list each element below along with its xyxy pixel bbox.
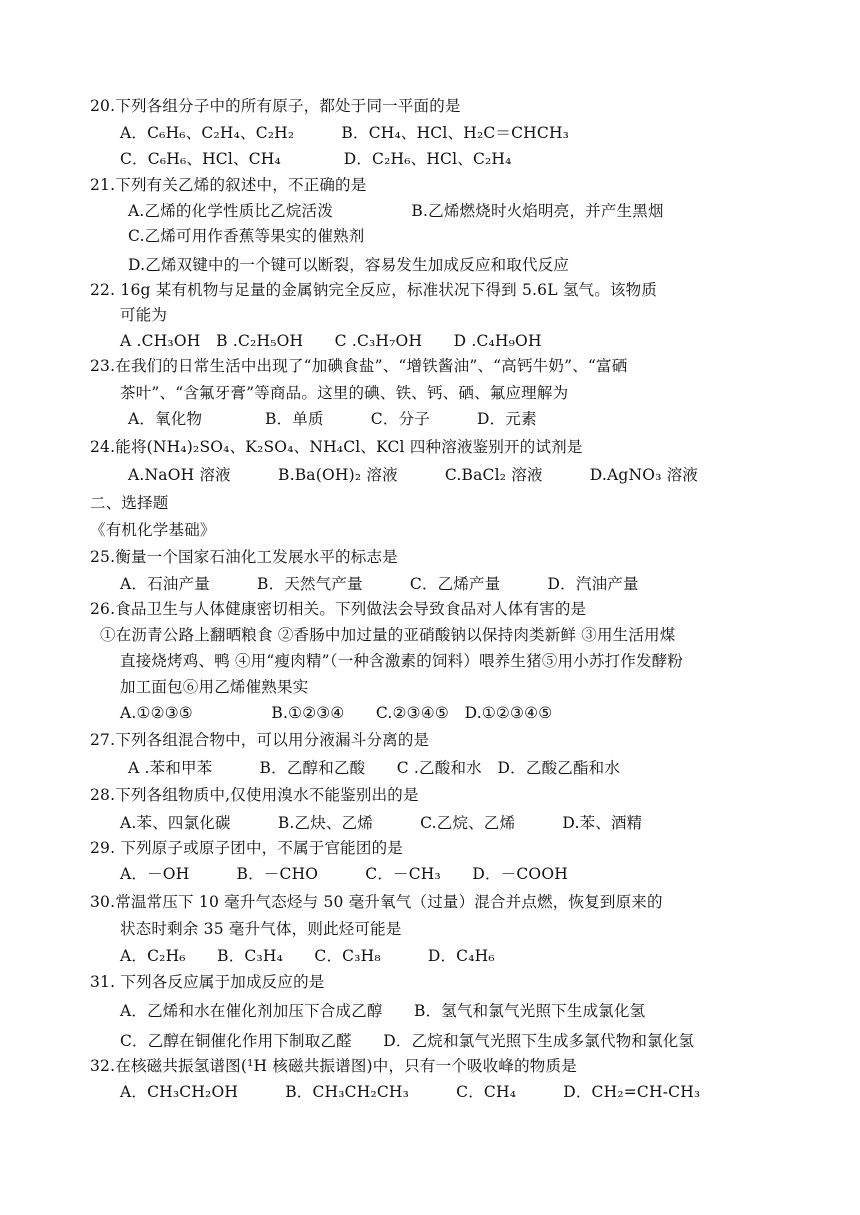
question-item-line: 直接烧烤鸡、鸭 ④用“瘦肉精”（一种含激素的饲料）喂养生猪⑤用小苏打作发酵粉 bbox=[120, 652, 684, 670]
options-line: A.①②③⑤ B.①②③④ C.②③④⑤ D.①②③④⑤ bbox=[120, 704, 553, 722]
options-line: A .苯和甲苯 B．乙醇和乙酸 C .乙酸和水 D．乙酸乙酯和水 bbox=[128, 759, 621, 777]
section-heading: 二、选择题 bbox=[90, 494, 169, 512]
question-stem-continued: 状态时剩余 35 毫升气体，则此烃可能是 bbox=[120, 920, 402, 938]
question-stem: 30.常温常压下 10 毫升气态烃与 50 毫升氧气（过量）混合并点燃，恢复到原来的 bbox=[90, 893, 663, 911]
options-line: A.乙烯的化学性质比乙烷活泼 B.乙烯燃烧时火焰明亮，并产生黑烟 bbox=[128, 202, 664, 220]
question-stem: 21.下列有关乙烯的叙述中，不正确的是 bbox=[90, 176, 367, 194]
question-stem: 23.在我们的日常生活中出现了“加碘食盐”、“增铁酱油”、“高钙牛奶”、“富硒 bbox=[90, 357, 628, 375]
question-stem: 26.食品卫生与人体健康密切相关。下列做法会导致食品对人体有害的是 bbox=[90, 600, 587, 618]
question-stem: 27.下列各组混合物中，可以用分液漏斗分离的是 bbox=[90, 731, 430, 749]
question-item-line: 加工面包⑥用乙烯催熟果实 bbox=[120, 678, 309, 696]
question-stem: 29. 下列原子或原子团中，不属于官能团的是 bbox=[90, 839, 403, 857]
options-line: A．C₆H₆、C₂H₄、C₂H₂ B．CH₄、HCl、H₂C＝CHCH₃ bbox=[120, 124, 570, 142]
question-stem: 32.在核磁共振氢谱图(¹H 核磁共振谱图)中，只有一个吸收峰的物质是 bbox=[90, 1057, 577, 1075]
options-line: A．石油产量 B．天然气产量 C．乙烯产量 D．汽油产量 bbox=[120, 575, 639, 593]
question-stem: 24.能将(NH₄)₂SO₄、K₂SO₄、NH₄Cl、KCl 四种溶液鉴别开的试剂是 bbox=[90, 438, 583, 456]
options-line: A．－OH B．－CHO C．－CH₃ D．－COOH bbox=[120, 865, 568, 883]
options-line: C．乙醇在铜催化作用下制取乙醛 D．乙烷和氯气光照下生成多氯代物和氯化氢 bbox=[120, 1032, 695, 1050]
options-line: C.乙烯可用作香蕉等果实的催熟剂 bbox=[128, 227, 365, 245]
section-subheading: 《有机化学基础》 bbox=[90, 521, 216, 539]
options-line: A．CH₃CH₂OH B．CH₃CH₂CH₃ C．CH₄ D．CH₂=CH-CH₃ bbox=[120, 1083, 701, 1101]
question-stem: 31. 下列各反应属于加成反应的是 bbox=[90, 973, 325, 991]
question-item-line: ①在沥青公路上翻晒粮食 ②香肠中加过量的亚硝酸钠以保持肉类新鲜 ③用生活用煤 bbox=[100, 626, 676, 644]
options-line: C．C₆H₆、HCl、CH₄ D．C₂H₆、HCl、C₂H₄ bbox=[120, 150, 512, 168]
options-line: D.乙烯双键中的一个键可以断裂，容易发生加成反应和取代反应 bbox=[128, 256, 570, 274]
question-stem: 28.下列各组物质中,仅使用溴水不能鉴别出的是 bbox=[90, 786, 419, 804]
options-line: A．C₂H₆ B．C₃H₄ C．C₃H₈ D．C₄H₆ bbox=[120, 947, 495, 965]
options-line: A.苯、四氯化碳 B.乙炔、乙烯 C.乙烷、乙烯 D.苯、酒精 bbox=[120, 814, 643, 832]
options-line: A .CH₃OH B .C₂H₅OH C .C₃H₇OH D .C₄H₉OH bbox=[120, 332, 542, 350]
question-stem-continued: 茶叶”、“含氟牙膏”等商品。这里的碘、铁、钙、硒、氟应理解为 bbox=[120, 384, 569, 402]
question-stem: 20.下列各组分子中的所有原子，都处于同一平面的是 bbox=[90, 97, 461, 115]
question-stem-continued: 可能为 bbox=[120, 306, 168, 324]
options-line: A.NaOH 溶液 B.Ba(OH)₂ 溶液 C.BaCl₂ 溶液 D.AgNO₃ 溶液 bbox=[128, 466, 699, 484]
options-line: A．乙烯和水在催化剂加压下合成乙醇 B．氢气和氯气光照下生成氯化氢 bbox=[120, 1002, 646, 1020]
question-stem: 22. 16g 某有机物与足量的金属钠完全反应，标准状况下得到 5.6L 氢气。该物质 bbox=[90, 281, 658, 299]
question-stem: 25.衡量一个国家石油化工发展水平的标志是 bbox=[90, 548, 398, 566]
options-line: A．氧化物 B．单质 C．分子 D．元素 bbox=[128, 410, 537, 428]
